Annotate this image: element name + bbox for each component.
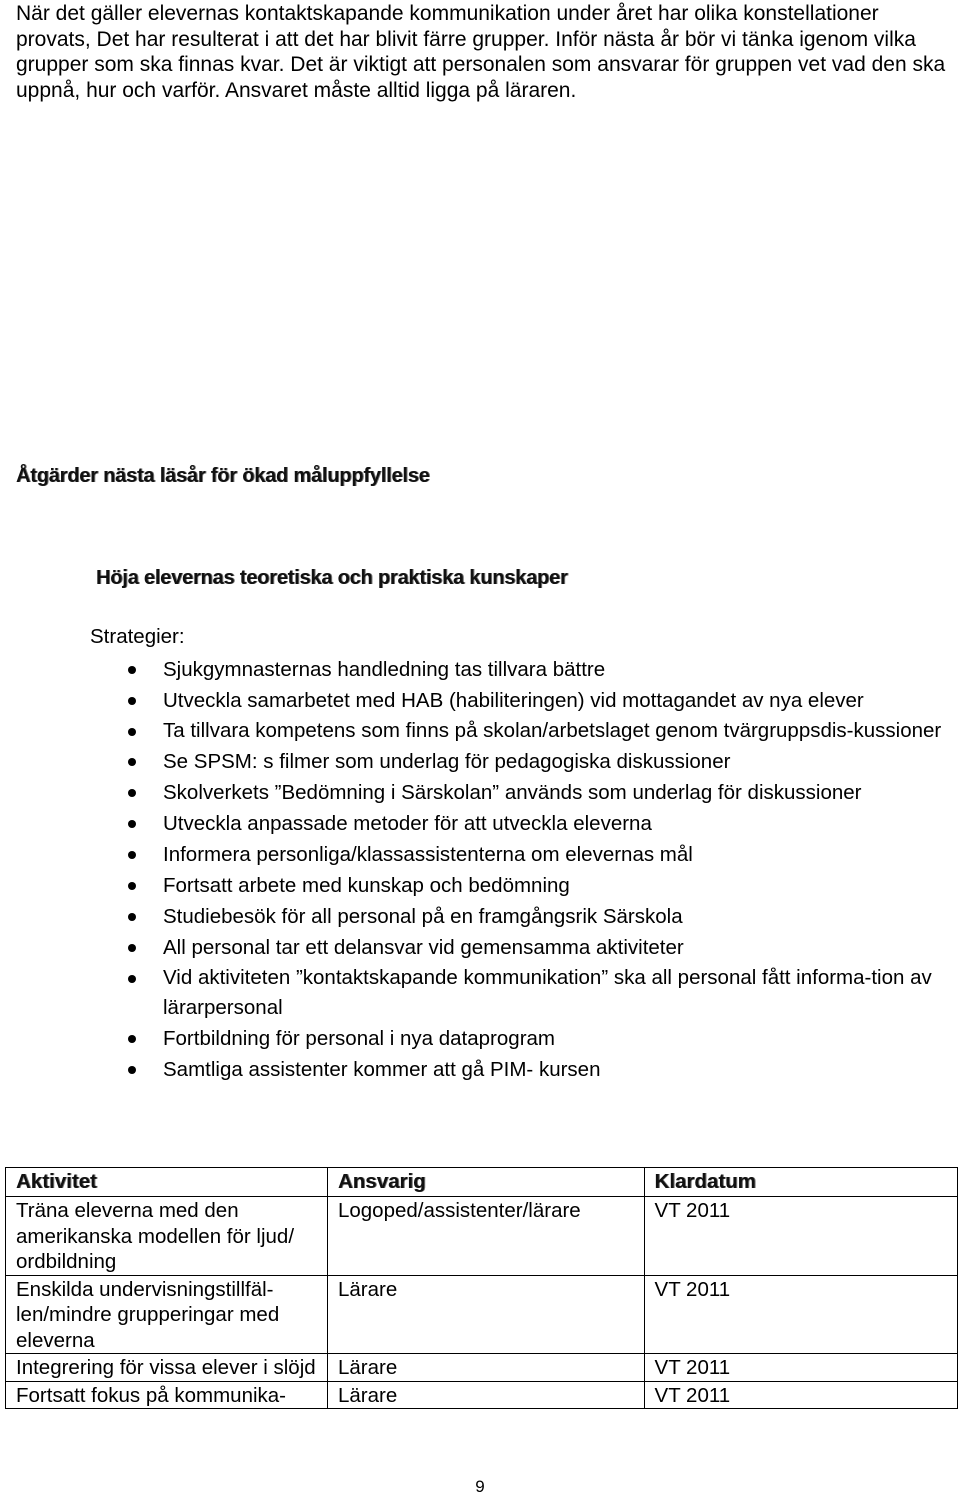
bullet-icon <box>128 944 136 952</box>
list-item-text: Samtliga assistenter kommer att gå PIM- kursen <box>163 1058 601 1081</box>
list-item-text: Fortsatt arbete med kunskap och bedömning <box>163 874 570 897</box>
table-cell-due-date: VT 2011 <box>644 1197 957 1276</box>
bullet-icon <box>128 851 136 859</box>
list-item-text: Vid aktiviteten ”kontaktskapande kommunikation” ska all personal fått informa-tion av lärarpersonal <box>163 966 932 1019</box>
list-item <box>163 839 953 870</box>
list-item-text: Utveckla samarbetet med HAB (habiliteringen) vid mottagandet av nya elever <box>163 689 864 712</box>
column-header-responsible: Ansvarig <box>327 1168 644 1197</box>
list-item-text: All personal tar ett delansvar vid gemensamma aktiviteter <box>163 936 684 959</box>
table-cell-activity: Fortsatt fokus på kommunika- <box>6 1381 328 1409</box>
table-cell-due-date: VT 2011 <box>644 1381 957 1409</box>
strategies-label: Strategier: <box>90 625 185 648</box>
table-cell-activity: Enskilda undervisningstillfäl-len/mindre grupperingar med eleverna <box>6 1275 328 1354</box>
section-heading: Åtgärder nästa läsår för ökad måluppfyllelse <box>16 465 430 487</box>
bullet-icon <box>128 820 136 828</box>
table-cell-responsible: Lärare <box>327 1354 644 1382</box>
list-item <box>163 654 953 685</box>
table-header-row <box>6 1168 958 1197</box>
table-cell-due-date: VT 2011 <box>644 1275 957 1354</box>
table-row <box>6 1381 958 1409</box>
activities-table <box>5 1167 958 1409</box>
table-cell-activity: Träna eleverna med den amerikanska modellen för ljud/ ordbildning <box>6 1197 328 1276</box>
table-row <box>6 1197 958 1276</box>
column-header-activity: Aktivitet <box>6 1168 328 1197</box>
list-item-text: Sjukgymnasternas handledning tas tillvara bättre <box>163 658 606 681</box>
list-item <box>163 963 953 1023</box>
bullet-icon <box>128 882 136 890</box>
table-cell-due-date: VT 2011 <box>644 1354 957 1382</box>
table-cell-responsible: Lärare <box>327 1381 644 1409</box>
list-item <box>163 808 953 839</box>
table-cell-activity: Integrering för vissa elever i slöjd <box>6 1354 328 1382</box>
list-item-text: Se SPSM: s filmer som underlag för pedagogiska diskussioner <box>163 750 731 773</box>
list-item <box>163 777 953 808</box>
bullet-icon <box>128 1066 136 1074</box>
table-cell-responsible: Logoped/assistenter/lärare <box>327 1197 644 1276</box>
list-item-text: Informera personliga/klassassistenterna om elevernas mål <box>163 843 693 866</box>
list-item <box>163 746 953 777</box>
bullet-icon <box>128 666 136 674</box>
bullet-icon <box>128 758 136 766</box>
list-item-text: Skolverkets ”Bedömning i Särskolan” används som underlag för diskussioner <box>163 781 862 804</box>
list-item <box>163 1054 953 1085</box>
bullet-icon <box>128 1035 136 1043</box>
list-item <box>163 716 953 746</box>
intro-paragraph: När det gäller elevernas kontaktskapande kommunikation under året har olika konstellationer provats, Det har resulterat i att det har blivit färre grupper. Inför nästa år bör vi tänka igenom vilka grupper som ska finnas kvar. Det är viktigt att personalen som ansvarar för gruppen vet vad den ska uppnå, hur och varför. Ansvaret måste alltid ligga på läraren. <box>16 2 946 102</box>
bullet-icon <box>128 728 136 736</box>
column-header-due-date: Klardatum <box>644 1168 957 1197</box>
list-item <box>163 1023 953 1054</box>
bullet-icon <box>128 697 136 705</box>
list-item <box>163 932 953 963</box>
list-item-text: Fortbildning för personal i nya dataprogram <box>163 1027 555 1050</box>
list-item-text: Utveckla anpassade metoder för att utveckla eleverna <box>163 812 652 835</box>
list-item <box>163 870 953 901</box>
table-row <box>6 1275 958 1354</box>
list-item <box>163 685 953 716</box>
sub-heading: Höja elevernas teoretiska och praktiska kunskaper <box>96 567 568 589</box>
table-row <box>6 1354 958 1382</box>
list-item-text: Ta tillvara kompetens som finns på skolan/arbetslaget genom tvärgruppsdis-kussioner <box>163 719 942 742</box>
bullet-icon <box>128 975 136 983</box>
table-cell-responsible: Lärare <box>327 1275 644 1354</box>
list-item-text: Studiebesök för all personal på en framgångsrik Särskola <box>163 905 683 928</box>
page-number: 9 <box>475 1477 485 1496</box>
bullet-icon <box>128 913 136 921</box>
bullet-icon <box>128 789 136 797</box>
list-item <box>163 901 953 932</box>
strategies-list <box>163 654 953 1085</box>
